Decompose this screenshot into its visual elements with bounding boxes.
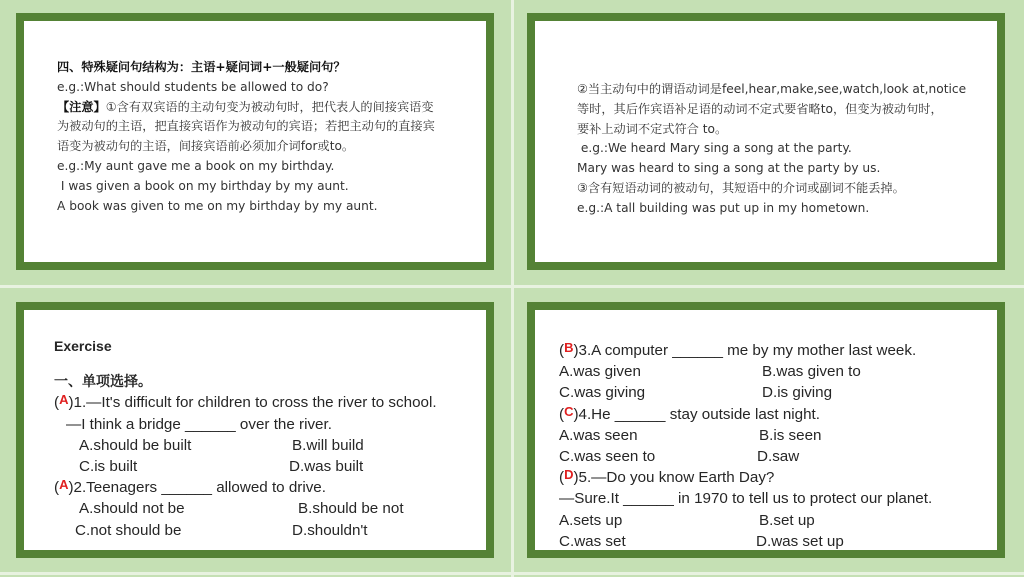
q4-option-c: C.was seen to <box>559 448 656 466</box>
vertical-divider <box>511 0 514 577</box>
q1-option-b: B.will build <box>292 436 364 454</box>
answer-q2: A <box>59 477 69 493</box>
slide2-line-2: 等时，其后作宾语补足语的动词不定式要省略to，但变为被动句时， <box>577 101 943 116</box>
q5-option-b: B.set up <box>759 511 815 529</box>
slide1-example-2: e.g.:My aunt gave me a book on my birthday. <box>57 158 335 173</box>
slide2-line-1: ②当主动句中的谓语动词是feel,hear,make,see,watch,look at,notice <box>577 82 967 96</box>
slide1-note-label: 【注意】 <box>57 99 106 114</box>
q5-option-c: C.was set <box>559 532 626 550</box>
q3-option-b: B.was given to <box>762 363 861 381</box>
q3-option-c: C.was giving <box>559 384 646 402</box>
q5-option-a: A.sets up <box>559 511 623 529</box>
q2-option-d: D.shouldn't <box>292 521 368 539</box>
slide-thumbnail-3[interactable] <box>16 302 494 558</box>
q4-option-d: D.saw <box>757 448 800 466</box>
q1-stem: )1.—It's difficult for children to cross the river to school. <box>68 394 437 412</box>
q5-stem-2: —Sure.It ______ in 1970 to tell us to protect our planet. <box>559 490 933 508</box>
q2-option-a: A.should not be <box>79 500 185 518</box>
q5-stem: )5.—Do you know Earth Day? <box>573 469 775 487</box>
slide1-example-1: e.g.:What should students be allowed to do? <box>57 79 329 94</box>
slide2-text <box>577 80 966 219</box>
q2-stem: )2.Teenagers ______ allowed to drive. <box>68 479 326 497</box>
answer-q1: A <box>59 392 69 408</box>
exercise-title: Exercise <box>54 338 112 354</box>
slide2-line-3: 要补上动词不定式符合 to。 <box>577 121 728 136</box>
slide1-text <box>57 58 435 216</box>
slide3-text: Exercise 一、单项选择。 (A)1.—It's difficult for children to cross the river to school. —I think a bridge ______ over the river. A.should be built B.will build C.is built D.was built (A)2.Teenagers ______ allowed to drive. A.should not be B.should be not C.not should be D.shouldn't <box>54 336 437 541</box>
slide2-line-6: ③含有短语动词的被动句，其短语中的介词或副词不能丢掉。 <box>577 180 905 195</box>
q4-option-a: A.was seen <box>559 426 638 444</box>
slide1-note-line-2: 为被动句的主语，把直接宾语作为被动句的宾语；若把主动句的直接宾 <box>57 119 435 134</box>
slide2-line-5: Mary was heard to sing a song at the party by us. <box>577 161 881 176</box>
slide1-example-4: A book was given to me on my birthday by my aunt. <box>57 198 378 213</box>
bottom-divider <box>0 572 1024 575</box>
slide1-example-3: I was given a book on my birthday by my aunt. <box>57 178 349 193</box>
section-heading: 一、单项选择。 <box>54 373 152 390</box>
q3-option-d: D.is giving <box>762 384 833 402</box>
horizontal-divider <box>0 285 1024 288</box>
slide-thumbnail-4[interactable] <box>527 302 1005 558</box>
q1-option-a: A.should be built <box>79 436 192 454</box>
q5-option-d: D.was set up <box>756 532 844 550</box>
q4-stem: )4.He ______ stay outside last night. <box>573 405 820 423</box>
q2-option-b: B.should be not <box>298 500 404 518</box>
q1-stem-2: —I think a bridge ______ over the river. <box>66 415 332 433</box>
q4-option-b: B.is seen <box>759 426 822 444</box>
q3-stem: )3.A computer ______ me by my mother last week. <box>573 342 917 359</box>
q1-option-d: D.was built <box>289 458 364 476</box>
slide1-heading: 四、特殊疑问句结构为：主语+疑问词+一般疑问句？ <box>57 60 346 74</box>
slide2-line-7: e.g.:A tall building was put up in my hometown. <box>577 200 870 215</box>
slide-thumbnail-2[interactable] <box>527 13 1005 270</box>
answer-q3: B <box>564 340 574 355</box>
answer-q5: D <box>564 467 574 483</box>
slide-thumbnail-1[interactable] <box>16 13 494 270</box>
slide4-text: (B)3.A computer ______ me by my mother last week. A.was given B.was given to C.was giving D.is giving (C)4.He ______ stay outside last night. A.was seen B.is seen C.was seen to D.saw (D)5.—Do you know Earth Day? —Sure.It ______ in 1970 to tell us to protect our planet. A.sets up B.set up C.was set D.was set up <box>559 340 932 552</box>
q3-option-a: A.was given <box>559 363 641 381</box>
q1-option-c: C.is built <box>79 458 138 476</box>
slide1-note-line-3: 语变为被动句的主语，间接宾语前必须加介词for或to。 <box>57 139 355 154</box>
slide2-line-4: e.g.:We heard Mary sing a song at the party. <box>577 141 852 156</box>
answer-q4: C <box>564 403 574 419</box>
q2-option-c: C.not should be <box>75 521 182 539</box>
slide1-note-line-1: ①含有双宾语的主动句变为被动句时，把代表人的间接宾语变 <box>105 99 434 114</box>
